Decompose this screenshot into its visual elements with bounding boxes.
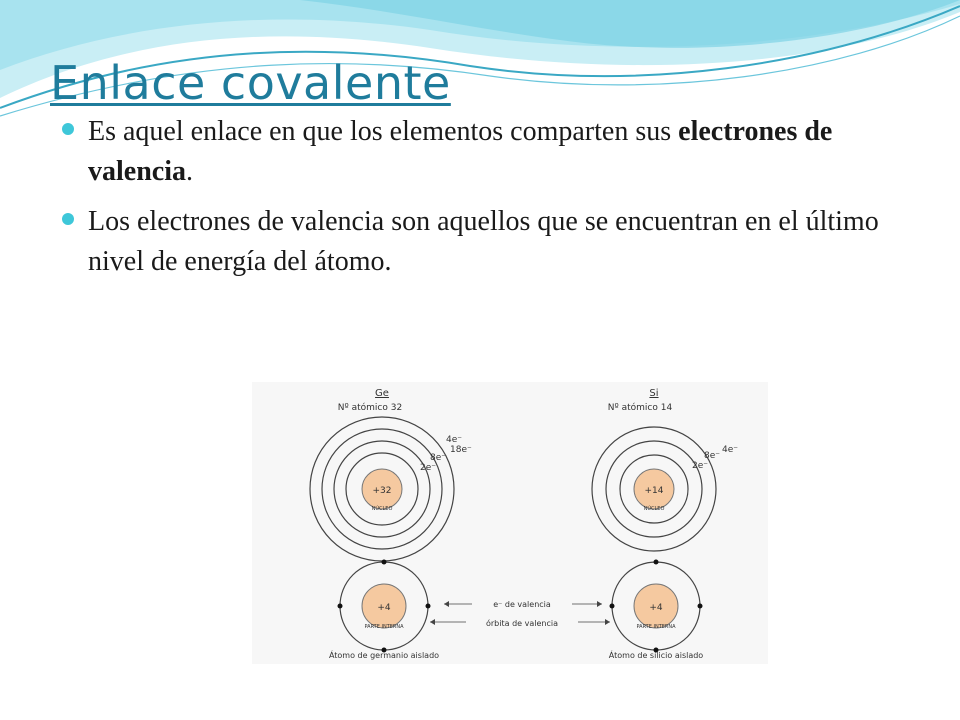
valence-annotations	[430, 596, 610, 629]
ge-shell-label-1: 2e⁻	[420, 463, 437, 473]
si-valence-electron	[698, 604, 703, 609]
si-core-label: PARTE INTERNA	[636, 624, 676, 630]
ge-core-charge: +4	[377, 603, 391, 613]
germanium-atom	[310, 388, 472, 561]
simplified-germanium-atom	[329, 560, 439, 661]
ge-shell-label-4: 4e⁻	[446, 435, 463, 445]
si-valence-electron	[654, 560, 659, 565]
ge-valence-electron	[382, 560, 387, 565]
ge-valence-electron	[426, 604, 431, 609]
si-nucleus-label: NÚCLEO	[643, 506, 665, 512]
bullet-text-end: .	[186, 156, 193, 187]
si-shell-label-2: 8e⁻	[704, 451, 721, 461]
ge-atomic-number: Nº atómico 32	[337, 403, 403, 413]
silicon-atom	[592, 388, 738, 551]
bullet-dot-icon	[62, 213, 74, 225]
bullet-bold-text: electrones de valencia	[88, 116, 833, 187]
si-caption: Átomo de silicio aislado	[608, 651, 704, 660]
ge-nucleus-charge: +32	[372, 486, 392, 496]
bullet-text: Los electrones de valencia son aquellos que se encuentran en el último nivel de energía del átomo.	[88, 206, 879, 277]
ge-symbol: Ge	[375, 388, 389, 399]
bullet-dot-icon	[62, 123, 74, 135]
ge-caption: Átomo de germanio aislado	[328, 651, 440, 660]
ge-shell-label-2: 8e⁻	[430, 453, 447, 463]
valence-orbit-label: órbita de valencia	[486, 619, 558, 628]
bullet-item	[60, 112, 920, 192]
bullet-text: Es aquel enlace en que los elementos comparten sus	[88, 116, 679, 147]
si-nucleus-charge: +14	[644, 486, 664, 496]
atom-diagram	[252, 382, 768, 664]
si-atomic-number: Nº atómico 14	[607, 403, 673, 413]
bullet-list	[60, 112, 920, 292]
si-core-charge: +4	[649, 603, 663, 613]
valence-electrons-label: e⁻ de valencia	[493, 600, 551, 609]
si-shell-label-3: 4e⁻	[722, 445, 739, 455]
ge-valence-electron	[338, 604, 343, 609]
slide-title: Enlace covalente	[50, 56, 451, 110]
si-symbol: Si	[649, 388, 659, 399]
bullet-item	[60, 202, 920, 282]
si-valence-electron	[610, 604, 615, 609]
ge-core-label: PARTE INTERNA	[364, 624, 404, 630]
ge-shell-label-3: 18e⁻	[450, 445, 472, 455]
si-shell-label-1: 2e⁻	[692, 461, 709, 471]
ge-nucleus-label: NÚCLEO	[371, 506, 393, 512]
simplified-silicon-atom	[609, 560, 704, 661]
